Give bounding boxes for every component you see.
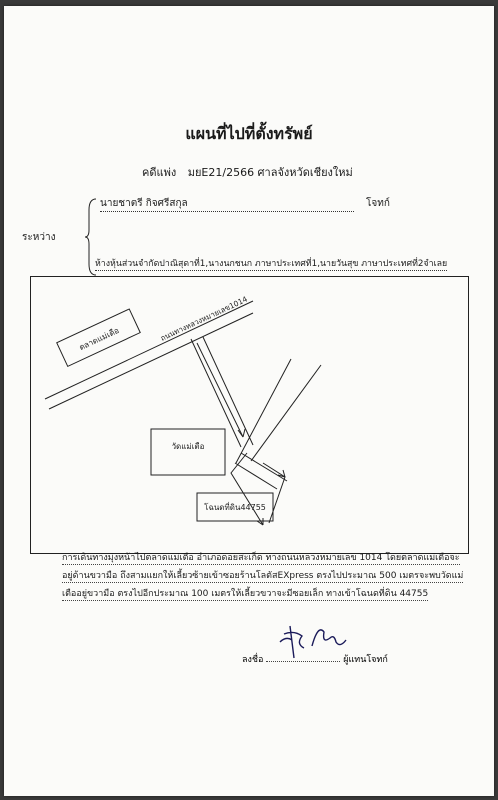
directions-line-2: อยู่ด้านขวามือ ถึงสามแยกให้เลี้ยวซ้ายเข้าซอยร้านโลตัสEXpress ตรงไปประมาณ 500 เมตรจะพบวัดแม่ [62, 568, 463, 583]
defendants-line: ห้างหุ้นส่วนจำกัดปาณิสุดาที่1,นางนกชนก ภาษาประเทศที่1,นายวันสุข ภาษาประเทศที่2จำเลย [95, 256, 447, 271]
location-map [30, 276, 469, 554]
directions-line-1: การเดินทางมุ่งหน้าไปตลาดแม่เตือ อำเภอดอยสะเก็ด ทางถนนหลวงหมายเลข 1014 โดยตลาดแม่เตือจะ [62, 550, 460, 565]
road-label: ถนนทางหลวงหมายเลข1014 [159, 294, 249, 343]
between-label: ระหว่าง [22, 232, 56, 243]
temple-label: วัดแม่เตือ [171, 442, 205, 451]
document-page [4, 6, 494, 796]
directions-line-3: เตืออยู่ขวามือ ตรงไปอีกประมาณ 100 เมตรให้เลี้ยวขวาจะมีซอยเล็ก ทางเข้าโฉนดที่ดิน 44755 [62, 586, 428, 601]
case-label: คดีแพ่ง [142, 166, 177, 179]
temple-box [151, 429, 225, 475]
case-number: มยE21/2566 ศาลจังหวัดเชียงใหม่ [187, 166, 353, 179]
deed-label: โฉนดที่ดิน44755 [204, 503, 266, 512]
sign-label: ลงชื่อ [242, 655, 264, 665]
market-box [57, 309, 140, 366]
handwritten-signature [274, 618, 354, 662]
plaintiff-name: นายชาตรี กิจศรีสกุล [100, 196, 354, 212]
plaintiff-role: โจทก์ [366, 198, 390, 209]
case-line [142, 163, 353, 181]
signer-role: ผู้แทนโจทก์ [343, 655, 388, 665]
route-arrow [197, 343, 243, 437]
map-drawing [31, 277, 468, 553]
market-label: ตลาดแม่เตือ [77, 325, 121, 353]
document-title: แผนที่ไปที่ตั้งทรัพย์ [185, 124, 313, 143]
